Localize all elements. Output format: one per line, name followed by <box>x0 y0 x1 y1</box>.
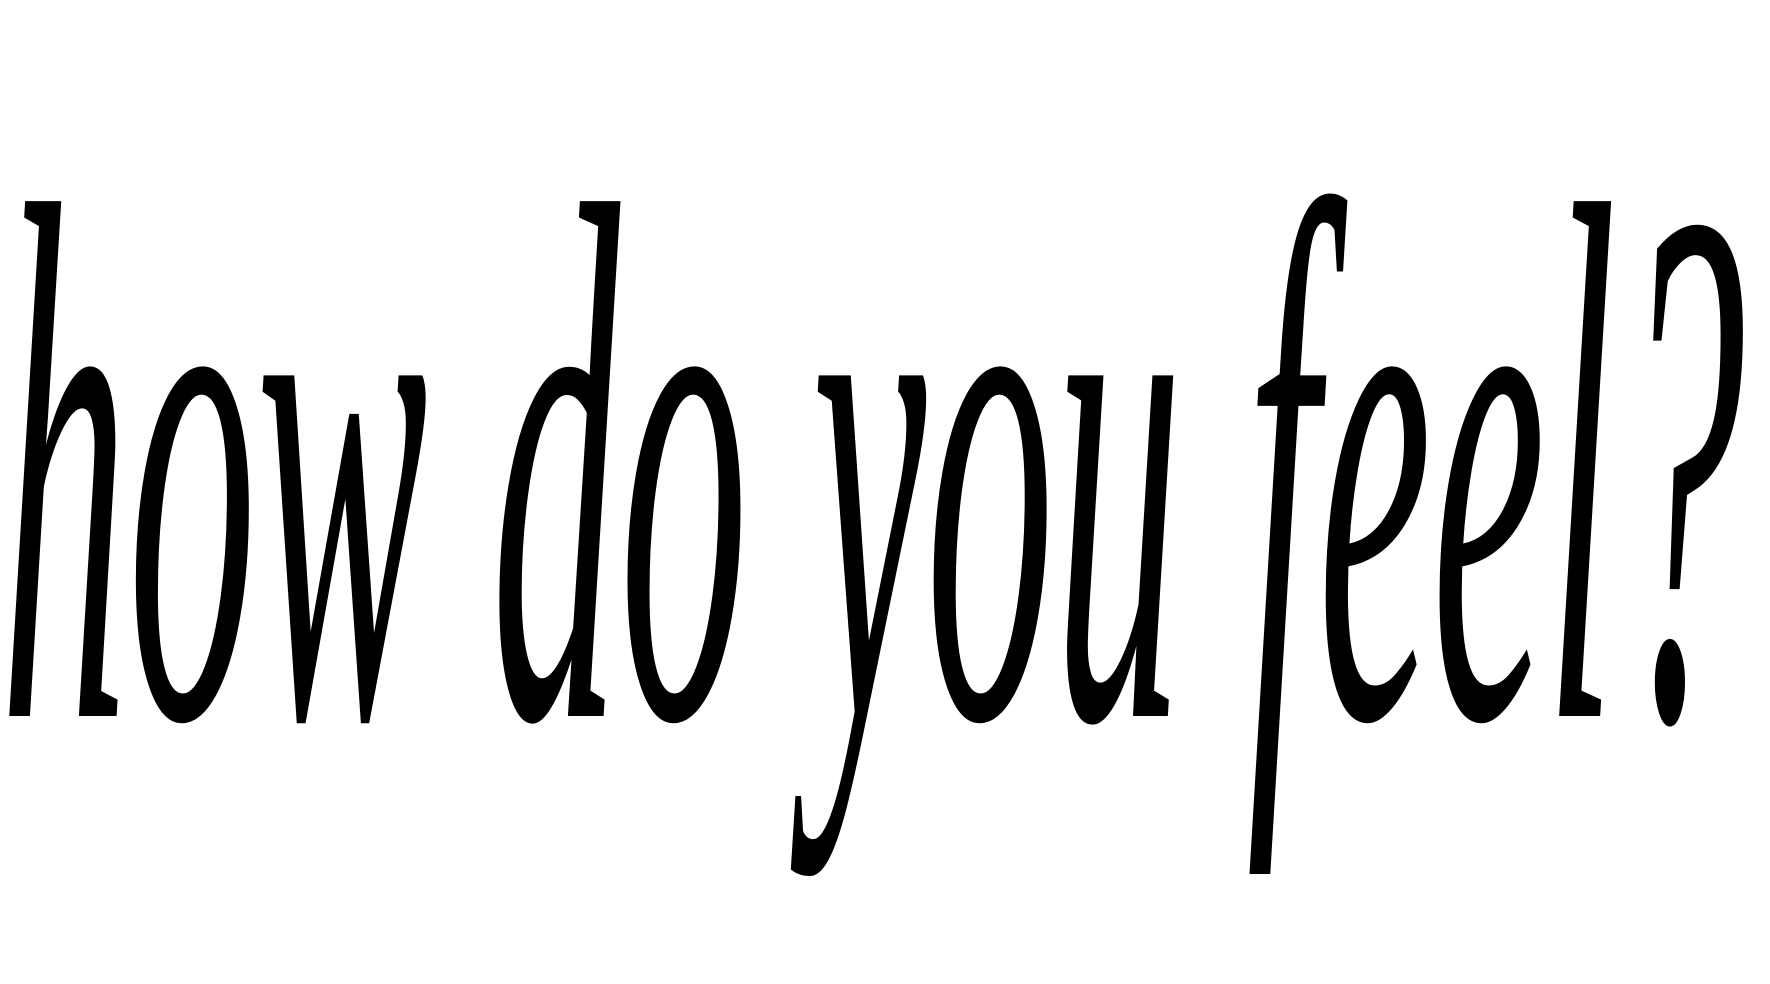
headline-text: how do you feel? <box>0 55 1745 878</box>
